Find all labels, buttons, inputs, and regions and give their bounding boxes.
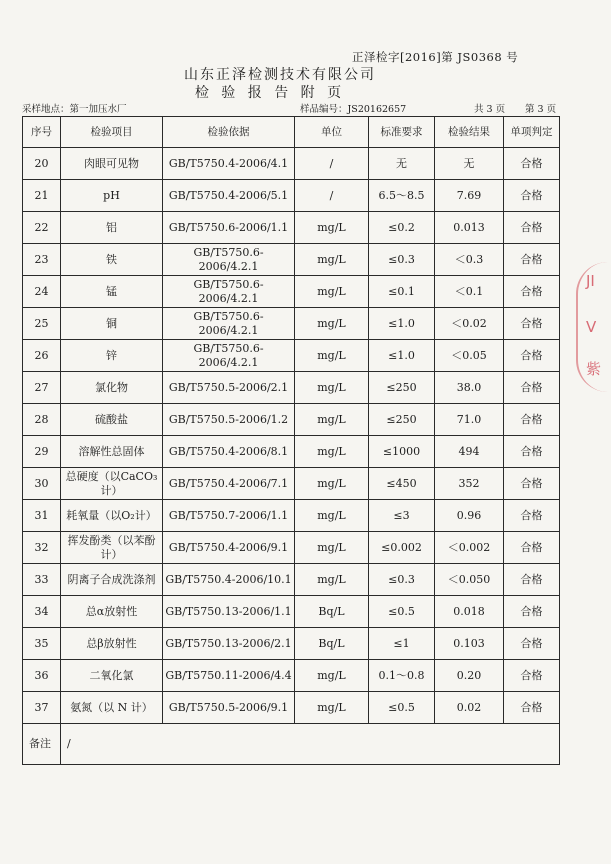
cell-unit: / [295, 180, 369, 212]
table-row [23, 500, 560, 532]
cell-basis: GB/T5750.6-2006/1.1 [163, 212, 295, 244]
cell-result: 71.0 [435, 404, 504, 436]
table-row [23, 148, 560, 180]
cell-unit: mg/L [295, 372, 369, 404]
cell-item: 肉眼可见物 [61, 148, 163, 180]
cell-result: 0.96 [435, 500, 504, 532]
remark-label: 备注 [23, 724, 61, 765]
col-header-result: 检验结果 [435, 117, 504, 148]
cell-seq: 28 [23, 404, 61, 436]
col-header-judgment: 单项判定 [504, 117, 560, 148]
cell-seq: 29 [23, 436, 61, 468]
cell-judgment: 合格 [504, 276, 560, 308]
cell-seq: 27 [23, 372, 61, 404]
cell-judgment: 合格 [504, 692, 560, 724]
cell-basis: GB/T5750.13-2006/2.1 [163, 628, 295, 660]
table-row [23, 468, 560, 500]
table-row [23, 372, 560, 404]
cell-standard: ≤1 [369, 628, 435, 660]
cell-basis: GB/T5750.5-2006/1.2 [163, 404, 295, 436]
cell-unit: mg/L [295, 660, 369, 692]
cell-seq: 35 [23, 628, 61, 660]
stamp-char: 紫 [586, 360, 602, 378]
cell-unit: mg/L [295, 436, 369, 468]
table-row [23, 180, 560, 212]
cell-result: ＜0.1 [435, 276, 504, 308]
cell-item: 总硬度（以CaCO₃计） [61, 468, 163, 500]
cell-unit: / [295, 148, 369, 180]
table-row [23, 660, 560, 692]
cell-seq: 25 [23, 308, 61, 340]
cell-item: 溶解性总固体 [61, 436, 163, 468]
cell-unit: mg/L [295, 276, 369, 308]
cell-standard: ≤3 [369, 500, 435, 532]
table-row [23, 628, 560, 660]
cell-item: 阴离子合成洗涤剂 [61, 564, 163, 596]
table-row [23, 532, 560, 564]
table-body [23, 148, 560, 724]
cell-standard: ≤450 [369, 468, 435, 500]
cell-result: 7.69 [435, 180, 504, 212]
cell-seq: 20 [23, 148, 61, 180]
cell-unit: mg/L [295, 468, 369, 500]
cell-result: 0.013 [435, 212, 504, 244]
report-subtitle: 检 验 报 告 附 页 [194, 85, 346, 101]
cell-judgment: 合格 [504, 436, 560, 468]
cell-item: 总α放射性 [61, 596, 163, 628]
cell-basis: GB/T5750.4-2006/5.1 [163, 180, 295, 212]
cell-judgment: 合格 [504, 404, 560, 436]
cell-unit: mg/L [295, 340, 369, 372]
cell-result: 352 [435, 468, 504, 500]
cell-basis: GB/T5750.11-2006/4.4 [163, 660, 295, 692]
cell-standard: 6.5～8.5 [369, 180, 435, 212]
table-row [23, 308, 560, 340]
cell-judgment: 合格 [504, 660, 560, 692]
table-row [23, 244, 560, 276]
cell-standard: 无 [369, 148, 435, 180]
cell-unit: mg/L [295, 564, 369, 596]
cell-basis: GB/T5750.5-2006/9.1 [163, 692, 295, 724]
cell-judgment: 合格 [504, 212, 560, 244]
cell-standard: ≤1.0 [369, 308, 435, 340]
report-number: 正泽检字[2016]第 JS0368 号 [352, 50, 519, 64]
cell-standard: ≤250 [369, 404, 435, 436]
cell-item: 铁 [61, 244, 163, 276]
sample-number: 样品编号：JS20162657 [300, 104, 407, 115]
cell-judgment: 合格 [504, 148, 560, 180]
cell-judgment: 合格 [504, 532, 560, 564]
cell-seq: 30 [23, 468, 61, 500]
cell-unit: Bq/L [295, 628, 369, 660]
cell-basis: GB/T5750.7-2006/1.1 [163, 500, 295, 532]
col-header-seq: 序号 [23, 117, 61, 148]
cell-result: 494 [435, 436, 504, 468]
cell-item: 总β放射性 [61, 628, 163, 660]
cell-unit: Bq/L [295, 596, 369, 628]
cell-item: 锰 [61, 276, 163, 308]
cell-judgment: 合格 [504, 468, 560, 500]
cell-item: 氯化物 [61, 372, 163, 404]
cell-judgment: 合格 [504, 244, 560, 276]
cell-standard: ≤0.002 [369, 532, 435, 564]
cell-unit: mg/L [295, 404, 369, 436]
cell-standard: ≤250 [369, 372, 435, 404]
cell-basis: GB/T5750.6-2006/4.2.1 [163, 244, 295, 276]
cell-basis: GB/T5750.4-2006/10.1 [163, 564, 295, 596]
cell-result: 0.02 [435, 692, 504, 724]
cell-basis: GB/T5750.5-2006/2.1 [163, 372, 295, 404]
cell-basis: GB/T5750.13-2006/1.1 [163, 596, 295, 628]
table-row [23, 404, 560, 436]
total-pages: 共 3 页 [474, 104, 506, 115]
cell-standard: ≤1.0 [369, 340, 435, 372]
cell-judgment: 合格 [504, 500, 560, 532]
cell-result: 0.103 [435, 628, 504, 660]
cell-item: 锌 [61, 340, 163, 372]
cell-seq: 33 [23, 564, 61, 596]
inspection-table [22, 116, 560, 765]
cell-result: ＜0.050 [435, 564, 504, 596]
cell-seq: 34 [23, 596, 61, 628]
cell-basis: GB/T5750.4-2006/4.1 [163, 148, 295, 180]
cell-standard: ≤0.3 [369, 244, 435, 276]
cell-standard: ≤1000 [369, 436, 435, 468]
cell-item: 挥发酚类（以苯酚计） [61, 532, 163, 564]
cell-item: 二氧化氯 [61, 660, 163, 692]
cell-standard: ≤0.1 [369, 276, 435, 308]
col-header-standard: 标准要求 [369, 117, 435, 148]
cell-seq: 26 [23, 340, 61, 372]
cell-result: 0.20 [435, 660, 504, 692]
cell-standard: ≤0.2 [369, 212, 435, 244]
cell-basis: GB/T5750.6-2006/4.2.1 [163, 340, 295, 372]
cell-result: ＜0.02 [435, 308, 504, 340]
table-row [23, 212, 560, 244]
cell-seq: 31 [23, 500, 61, 532]
cell-item: 耗氧量（以O₂计） [61, 500, 163, 532]
stamp-char: JI [586, 272, 595, 290]
cell-basis: GB/T5750.6-2006/4.2.1 [163, 276, 295, 308]
stamp-char: V [586, 318, 597, 336]
cell-item: 硫酸盐 [61, 404, 163, 436]
cell-unit: mg/L [295, 532, 369, 564]
table-row [23, 276, 560, 308]
cell-unit: mg/L [295, 244, 369, 276]
col-header-unit: 单位 [295, 117, 369, 148]
cell-seq: 24 [23, 276, 61, 308]
cell-judgment: 合格 [504, 372, 560, 404]
cell-unit: mg/L [295, 308, 369, 340]
cell-judgment: 合格 [504, 596, 560, 628]
cell-item: 铝 [61, 212, 163, 244]
cell-item: 氨氮（以 N 计） [61, 692, 163, 724]
cell-item: pH [61, 180, 163, 212]
cell-seq: 37 [23, 692, 61, 724]
cell-basis: GB/T5750.4-2006/9.1 [163, 532, 295, 564]
cell-result: 0.018 [435, 596, 504, 628]
cell-result: ＜0.05 [435, 340, 504, 372]
cell-judgment: 合格 [504, 340, 560, 372]
cell-basis: GB/T5750.4-2006/8.1 [163, 436, 295, 468]
cell-result: ＜0.3 [435, 244, 504, 276]
remark-value: / [61, 724, 560, 765]
cell-unit: mg/L [295, 212, 369, 244]
table-header-row [23, 117, 560, 148]
remark-row [23, 724, 560, 765]
sampling-location: 采样地点：第一加压水厂 [22, 104, 127, 115]
cell-standard: ≤0.5 [369, 692, 435, 724]
cell-result: 无 [435, 148, 504, 180]
col-header-basis: 检验依据 [163, 117, 295, 148]
table-row [23, 436, 560, 468]
cell-seq: 21 [23, 180, 61, 212]
cell-seq: 22 [23, 212, 61, 244]
table-row [23, 596, 560, 628]
cell-standard: 0.1～0.8 [369, 660, 435, 692]
cell-seq: 32 [23, 532, 61, 564]
cell-judgment: 合格 [504, 180, 560, 212]
company-name: 山东正泽检测技术有限公司 [184, 67, 376, 83]
cell-standard: ≤0.5 [369, 596, 435, 628]
cell-result: ＜0.002 [435, 532, 504, 564]
page-number: 第 3 页 [525, 104, 557, 115]
cell-seq: 23 [23, 244, 61, 276]
cell-basis: GB/T5750.6-2006/4.2.1 [163, 308, 295, 340]
table-row [23, 340, 560, 372]
cell-judgment: 合格 [504, 628, 560, 660]
cell-seq: 36 [23, 660, 61, 692]
cell-unit: mg/L [295, 692, 369, 724]
cell-result: 38.0 [435, 372, 504, 404]
cell-unit: mg/L [295, 500, 369, 532]
cell-judgment: 合格 [504, 564, 560, 596]
cell-basis: GB/T5750.4-2006/7.1 [163, 468, 295, 500]
col-header-item: 检验项目 [61, 117, 163, 148]
table-row [23, 564, 560, 596]
cell-item: 铜 [61, 308, 163, 340]
cell-standard: ≤0.3 [369, 564, 435, 596]
cell-judgment: 合格 [504, 308, 560, 340]
table-row [23, 692, 560, 724]
